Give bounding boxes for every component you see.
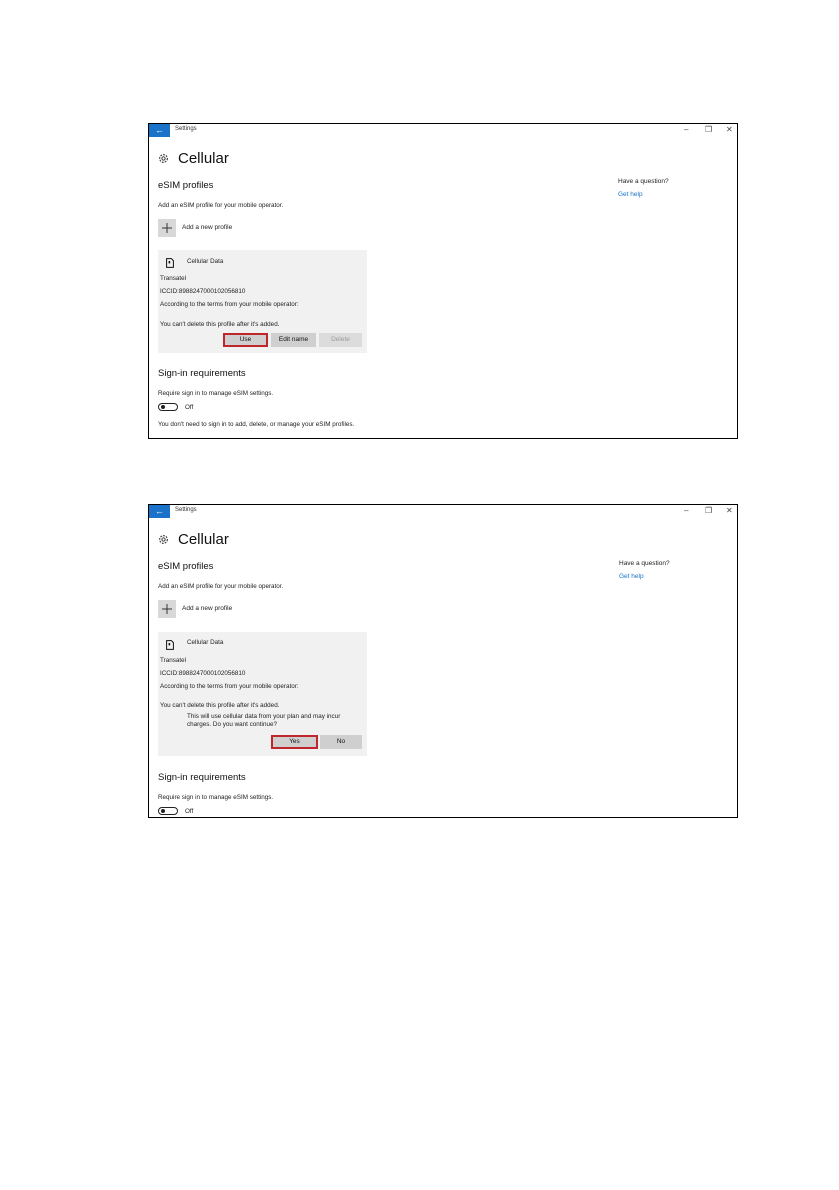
signin-note: You don't need to sign in to add, delete, or manage your eSIM profiles. [158,421,355,428]
profile-name: Cellular Data [187,258,224,265]
delete-button[interactable]: Delete [319,333,362,347]
get-help-link[interactable]: Get help [619,573,644,580]
profile-terms: According to the terms from your mobile operator: [160,683,299,690]
use-button[interactable]: Use [223,333,268,347]
help-question: Have a question? [619,560,670,567]
profile-operator: Transatel [160,275,187,282]
close-icon[interactable]: ✕ [726,506,733,515]
help-question: Have a question? [618,178,669,185]
page-title: Cellular [178,530,229,548]
add-hint: Add an eSIM profile for your mobile operator. [158,583,284,590]
screenshot-confirm-cellular-data [148,504,738,818]
page-heading [158,528,229,550]
signin-section-title: Sign-in requirements [158,772,246,783]
signin-section-title: Sign-in requirements [158,368,246,379]
profile-no-delete: You can't delete this profile after it's added. [160,321,280,328]
add-profile-label[interactable]: Add a new profile [182,224,233,231]
profile-no-delete: You can't delete this profile after it's added. [160,702,280,709]
toggle-state: Off [185,404,194,411]
signin-hint: Require sign in to manage eSIM settings. [158,390,274,397]
app-title: Settings [175,507,197,513]
app-title: Settings [175,126,197,132]
profile-card [158,250,367,353]
page-title: Cellular [178,149,229,167]
restore-icon[interactable]: ❐ [705,506,713,515]
restore-icon[interactable]: ❐ [705,125,713,134]
get-help-link[interactable]: Get help [618,191,643,198]
esim-section-title: eSIM profiles [158,561,214,572]
close-icon[interactable]: ✕ [726,125,733,134]
back-arrow-icon[interactable]: ← [149,124,170,137]
yes-button[interactable]: Yes [271,735,318,749]
add-profile-button[interactable] [158,219,176,237]
no-button[interactable]: No [320,735,362,749]
add-hint: Add an eSIM profile for your mobile operator. [158,202,284,209]
page-heading [158,147,229,169]
add-profile-label[interactable]: Add a new profile [182,605,233,612]
title-bar [149,124,737,137]
esim-section-title: eSIM profiles [158,180,214,191]
signin-toggle[interactable] [158,403,178,411]
signin-hint: Require sign in to manage eSIM settings. [158,794,274,801]
profile-operator: Transatel [160,657,187,664]
title-bar [149,505,737,518]
signin-toggle[interactable] [158,807,178,815]
add-profile-button[interactable] [158,600,176,618]
plus-icon [158,219,176,237]
profile-iccid: ICCID:8988247000102056810 [160,288,246,295]
gear-icon [158,153,169,164]
toggle-state: Off [185,808,194,815]
profile-card [158,632,367,756]
gear-icon [158,534,169,545]
sim-card-icon [166,640,174,650]
minimize-icon[interactable]: – [684,506,689,515]
sim-card-icon [166,258,174,268]
minimize-icon[interactable]: – [684,125,689,134]
profile-iccid: ICCID:8988247000102056810 [160,670,246,677]
back-arrow-icon[interactable]: ← [149,505,170,518]
confirm-message: This will use cellular data from your plan and may incur charges. Do you want continue? [187,713,341,728]
screenshot-use-profile [148,123,738,439]
profile-name: Cellular Data [187,639,224,646]
edit-name-button[interactable]: Edit name [271,333,316,347]
profile-terms: According to the terms from your mobile operator: [160,301,299,308]
plus-icon [158,600,176,618]
